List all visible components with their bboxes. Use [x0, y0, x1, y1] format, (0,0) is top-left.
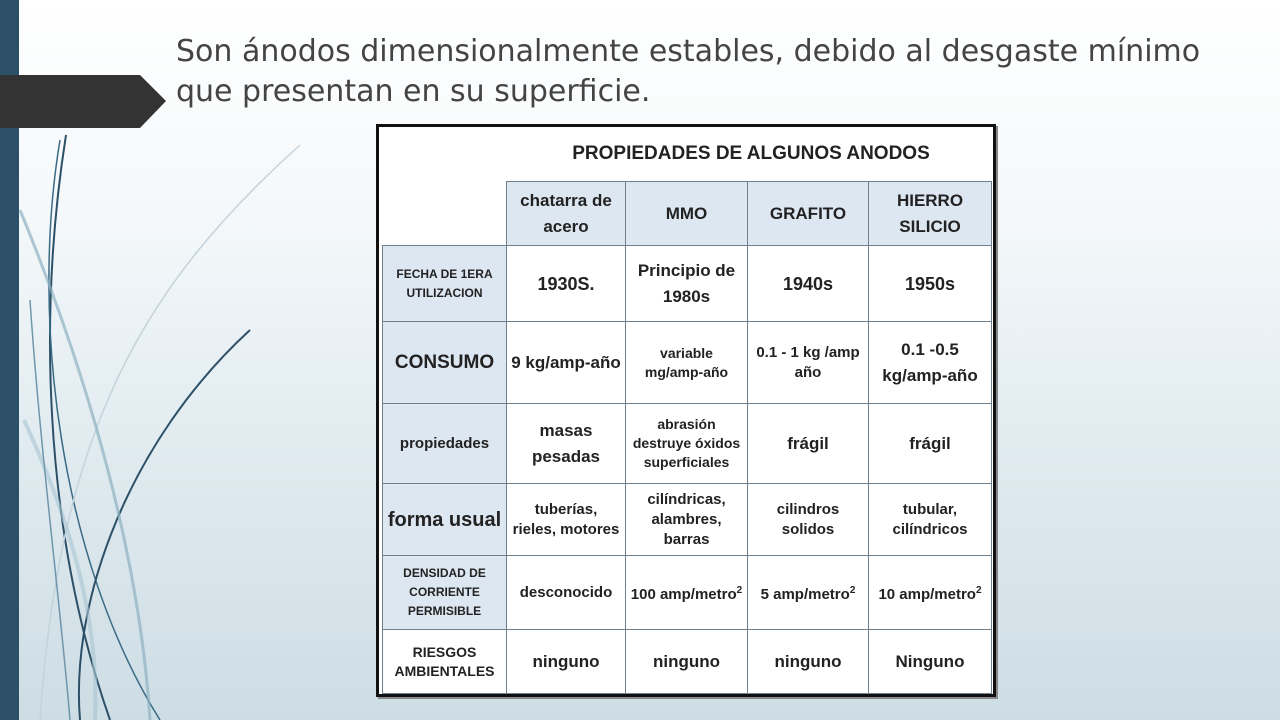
table-header-row — [383, 182, 992, 246]
table-row — [383, 246, 992, 322]
column-header: MMO — [626, 182, 748, 246]
column-header: HIERRO SILICIO — [869, 182, 992, 246]
row-header: RIESGOS AMBIENTALES — [383, 630, 507, 694]
unit-superscript: 2 — [849, 584, 856, 596]
table-cell: 0.1 -0.5 kg/amp-año — [869, 322, 992, 404]
table-row — [383, 630, 992, 694]
row-header: CONSUMO — [383, 322, 507, 404]
row-header: forma usual — [383, 484, 507, 556]
table-cell: 1930S. — [507, 246, 626, 322]
properties-table-image — [376, 124, 996, 697]
table-cell: masas pesadas — [507, 404, 626, 484]
table-cell: frágil — [869, 404, 992, 484]
table-cell: cilíndricas, alambres, barras — [626, 484, 748, 556]
column-header: chatarra de acero — [507, 182, 626, 246]
table-cell: 9 kg/amp-año — [507, 322, 626, 404]
cell-value: 10 amp/metro — [878, 585, 976, 603]
header-corner — [383, 182, 507, 246]
table-row — [383, 404, 992, 484]
table-row — [383, 322, 992, 404]
table-cell — [748, 556, 869, 630]
table-cell: 0.1 - 1 kg /amp año — [748, 322, 869, 404]
properties-table — [382, 181, 992, 694]
cell-value: 5 amp/metro — [760, 585, 850, 603]
table-cell: tubular, cilíndricos — [869, 484, 992, 556]
slide-title: Son ánodos dimensionalmente estables, debido al desgaste mínimo que presentan en su superficie. — [176, 34, 1201, 109]
table-cell: Principio de 1980s — [626, 246, 748, 322]
table-cell: ninguno — [626, 630, 748, 694]
row-header: DENSIDAD DE CORRIENTE PERMISIBLE — [383, 556, 507, 630]
table-cell: tuberías, rieles, motores — [507, 484, 626, 556]
table-title: PROPIEDADES DE ALGUNOS ANODOS — [572, 143, 930, 164]
table-cell: abrasión destruye óxidos superficiales — [626, 404, 748, 484]
column-header: GRAFITO — [748, 182, 869, 246]
table-cell — [626, 556, 748, 630]
table-cell: Ninguno — [869, 630, 992, 694]
table-cell: variable mg/amp-año — [626, 322, 748, 404]
unit-superscript: 2 — [736, 584, 743, 596]
table-row — [383, 484, 992, 556]
table-cell: ninguno — [748, 630, 869, 694]
table-cell: 1950s — [869, 246, 992, 322]
cell-value: 100 amp/metro — [630, 585, 737, 603]
table-cell: desconocido — [507, 556, 626, 630]
table-cell: frágil — [748, 404, 869, 484]
row-header: propiedades — [383, 404, 507, 484]
table-cell — [869, 556, 992, 630]
row-header: FECHA DE 1ERA UTILIZACION — [383, 246, 507, 322]
table-row — [383, 556, 992, 630]
table-cell: cilindros solidos — [748, 484, 869, 556]
table-cell: 1940s — [748, 246, 869, 322]
unit-superscript: 2 — [975, 584, 982, 596]
table-cell: ninguno — [507, 630, 626, 694]
